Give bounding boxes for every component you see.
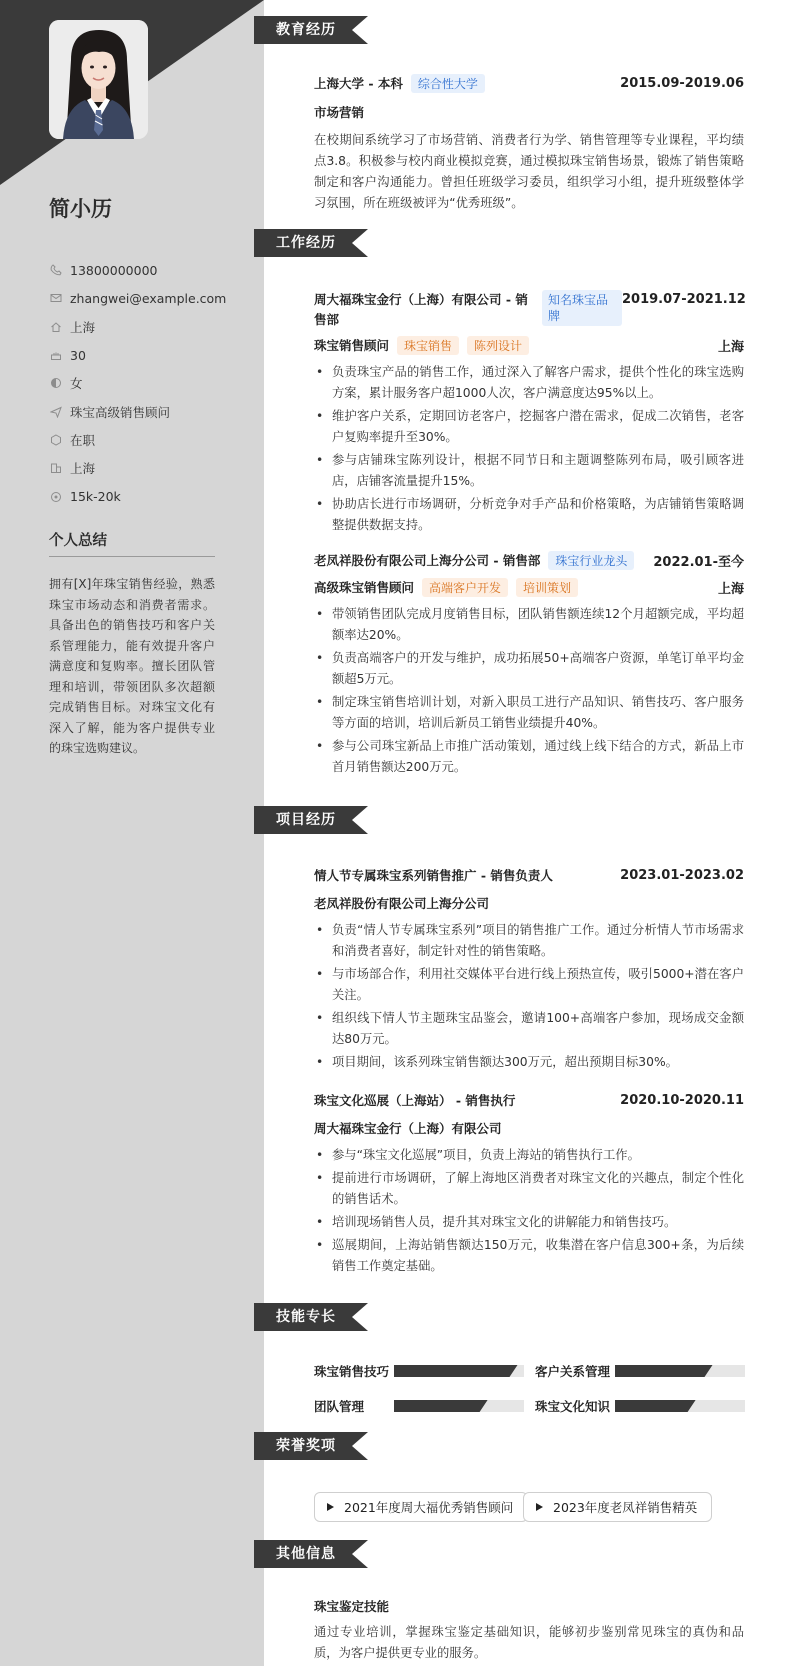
project-name: 珠宝文化巡展（上海站） - 销售执行	[314, 1093, 516, 1108]
list-item: • 负责珠宝产品的销售工作，通过深入了解客户需求，提供个性化的珠宝选购方案，累计服务客户超1000人次，客户满意度达95%以上。	[314, 362, 744, 404]
home-icon	[49, 320, 63, 334]
city-icon	[49, 461, 63, 475]
skill-name: 客户关系管理	[535, 1364, 611, 1379]
mail-icon	[49, 291, 63, 305]
list-item: • 负责“情人节专属珠宝系列”项目的销售推广工作。通过分析情人节市场需求和消费者喜好，制定针对性的销售策略。	[314, 920, 744, 962]
info-email: zhangwei@example.com	[49, 284, 259, 312]
skill-bar-fill	[394, 1400, 488, 1412]
school-name: 上海大学 - 本科	[314, 76, 403, 91]
phone-icon	[49, 263, 63, 277]
project-entry	[314, 1091, 744, 1279]
other-entry	[314, 1597, 744, 1664]
list-item: • 参与公司珠宝新品上市推广活动策划，通过线上线下结合的方式，新品上市首月销售额达200万元。	[314, 736, 744, 778]
play-triangle-icon	[536, 1503, 543, 1511]
info-city: 上海	[49, 454, 259, 482]
skill-bar	[394, 1400, 524, 1412]
section-header-skills: 技能专长	[254, 1303, 370, 1331]
work-city: 上海	[717, 340, 744, 355]
sidebar	[0, 0, 264, 1666]
list-item: • 项目期间，该系列珠宝销售额达300万元，超出预期目标30%。	[314, 1052, 744, 1073]
list-item: • 参与店铺珠宝陈列设计，根据不同节日和主题调整陈列布局，吸引顾客进店，店铺客流量提升15%。	[314, 450, 744, 492]
main-content	[264, 0, 794, 1666]
list-item: • 巡展期间，上海站销售额达150万元，收集潜在客户信息300+条，为后续销售工作奠定基础。	[314, 1235, 744, 1277]
list-item: • 制定珠宝销售培训计划，对新入职员工进行产品知识、销售技巧、客户服务等方面的培训，培训后新员工销售业绩提升40%。	[314, 692, 744, 734]
summary-text: 拥有[X]年珠宝销售经验，熟悉珠宝市场动态和消费者需求。具备出色的销售技巧和客户关系管理能力，能有效提升客户满意度和复购率。擅长团队管理和培训，带领团队多次超额完成销售目标。对珠宝文化有深入了解，能为客户提供专业的珠宝选购建议。	[49, 577, 215, 755]
skill-bar-fill	[615, 1365, 713, 1377]
education-description: 在校期间系统学习了市场营销、消费者行为学、销售管理等专业课程，平均绩点3.8。积极参与校内商业模拟竞赛，通过模拟珠宝销售场景，锻炼了销售策略制定和客户沟通能力。曾担任班级学习委员，组织学习小组，提升班级整体学习氛围，所在班级被评为“优秀班级”。	[314, 133, 744, 210]
skill-item	[314, 1397, 524, 1415]
summary-title: 个人总结	[49, 533, 107, 549]
play-triangle-icon	[327, 1503, 334, 1511]
work-entry	[314, 551, 744, 780]
list-item: • 提前进行市场调研，了解上海地区消费者对珠宝文化的兴趣点，制定个性化的销售话术。	[314, 1168, 744, 1210]
list-item: • 与市场部合作，利用社交媒体平台进行线上预热宣传，吸引5000+潜在客户关注。	[314, 964, 744, 1006]
company-tag: 知名珠宝品牌	[542, 290, 622, 326]
age-icon	[49, 348, 63, 362]
skill-item	[535, 1397, 745, 1415]
project-bullets	[314, 920, 744, 1073]
section-header-projects: 项目经历	[254, 806, 370, 834]
info-age: 30	[49, 341, 259, 369]
info-location: 上海	[49, 313, 259, 341]
info-phone: 13800000000	[49, 256, 259, 284]
skill-tag: 珠宝销售	[397, 336, 459, 355]
skill-bar-fill	[615, 1400, 696, 1412]
project-entry	[314, 866, 744, 1075]
info-gender: 女	[49, 369, 259, 397]
skill-bar	[615, 1365, 745, 1377]
major: 市场营销	[314, 105, 365, 120]
skill-item	[314, 1362, 524, 1380]
work-bullets	[314, 362, 744, 536]
contact-info-list	[49, 256, 259, 511]
project-name: 情人节专属珠宝系列销售推广 - 销售负责人	[314, 868, 553, 883]
skill-tag: 高端客户开发	[422, 578, 508, 597]
award-item: 2021年度周大福优秀销售顾问	[314, 1492, 528, 1522]
company-name: 老凤祥股份有限公司上海分公司 - 销售部	[314, 553, 541, 568]
info-salary: 15k-20k	[49, 482, 259, 510]
candidate-name: 简小历	[49, 197, 112, 221]
status-icon	[49, 433, 63, 447]
project-date: 2020.10-2020.11	[620, 1092, 744, 1108]
list-item: • 协助店长进行市场调研，分析竞争对手产品和价格策略，为店铺销售策略调整提供数据支持。	[314, 494, 744, 536]
gender-icon	[49, 376, 63, 390]
work-city: 上海	[717, 582, 744, 597]
section-header-awards: 荣誉奖项	[254, 1432, 370, 1460]
skill-bar	[394, 1365, 524, 1377]
list-item: • 负责高端客户的开发与维护，成功拓展50+高端客户资源，单笔订单平均金额超5万元。	[314, 648, 744, 690]
company-name: 周大福珠宝金行（上海）有限公司 - 销售部	[314, 292, 528, 327]
work-entry	[314, 290, 744, 538]
school-tag: 综合性大学	[411, 74, 485, 93]
other-heading: 珠宝鉴定技能	[314, 1599, 390, 1614]
skill-name: 珠宝销售技巧	[314, 1364, 390, 1379]
company-tag: 珠宝行业龙头	[548, 551, 634, 570]
education-entry	[314, 74, 744, 214]
education-date: 2015.09-2019.06	[620, 76, 744, 91]
work-bullets	[314, 604, 744, 778]
list-item: • 参与“珠宝文化巡展”项目，负责上海站的销售执行工作。	[314, 1145, 744, 1166]
list-item: • 培训现场销售人员，提升其对珠宝文化的讲解能力和销售技巧。	[314, 1212, 744, 1233]
list-item: • 维护客户关系，定期回访老客户，挖掘客户潜在需求，促成二次销售，老客户复购率提升至30%。	[314, 406, 744, 448]
job-role: 高级珠宝销售顾问	[314, 580, 415, 595]
info-position: 珠宝高级销售顾问	[49, 397, 259, 425]
award-item: 2023年度老凤祥销售精英	[523, 1492, 712, 1522]
position-icon	[49, 405, 63, 419]
other-text: 通过专业培训，掌握珠宝鉴定基础知识，能够初步鉴别常见珠宝的真伪和品质，为客户提供更专业的服务。	[314, 1625, 744, 1660]
skill-bar-fill	[394, 1365, 518, 1377]
skill-name: 团队管理	[314, 1399, 365, 1414]
summary-divider	[49, 556, 215, 557]
section-header-work: 工作经历	[254, 229, 370, 257]
project-bullets	[314, 1145, 744, 1277]
avatar	[49, 20, 148, 139]
project-org: 老凤祥股份有限公司上海分公司	[314, 896, 490, 911]
job-role: 珠宝销售顾问	[314, 338, 390, 353]
skill-tag: 培训策划	[516, 578, 578, 597]
work-date: 2019.07-2021.12	[622, 292, 746, 307]
skill-item	[535, 1362, 745, 1380]
project-org: 周大福珠宝金行（上海）有限公司	[314, 1121, 502, 1136]
section-header-education: 教育经历	[254, 16, 370, 44]
skill-name: 珠宝文化知识	[535, 1399, 611, 1414]
work-date: 2022.01-至今	[653, 555, 744, 570]
skill-bar	[615, 1400, 745, 1412]
info-status: 在职	[49, 426, 259, 454]
project-date: 2023.01-2023.02	[620, 867, 744, 883]
list-item: • 带领销售团队完成月度销售目标，团队销售额连续12个月超额完成，平均超额率达20%。	[314, 604, 744, 646]
skill-tag: 陈列设计	[467, 336, 529, 355]
section-header-other: 其他信息	[254, 1540, 370, 1568]
salary-icon	[49, 490, 63, 504]
list-item: • 组织线下情人节主题珠宝品鉴会，邀请100+高端客户参加，现场成交金额达80万元。	[314, 1008, 744, 1050]
